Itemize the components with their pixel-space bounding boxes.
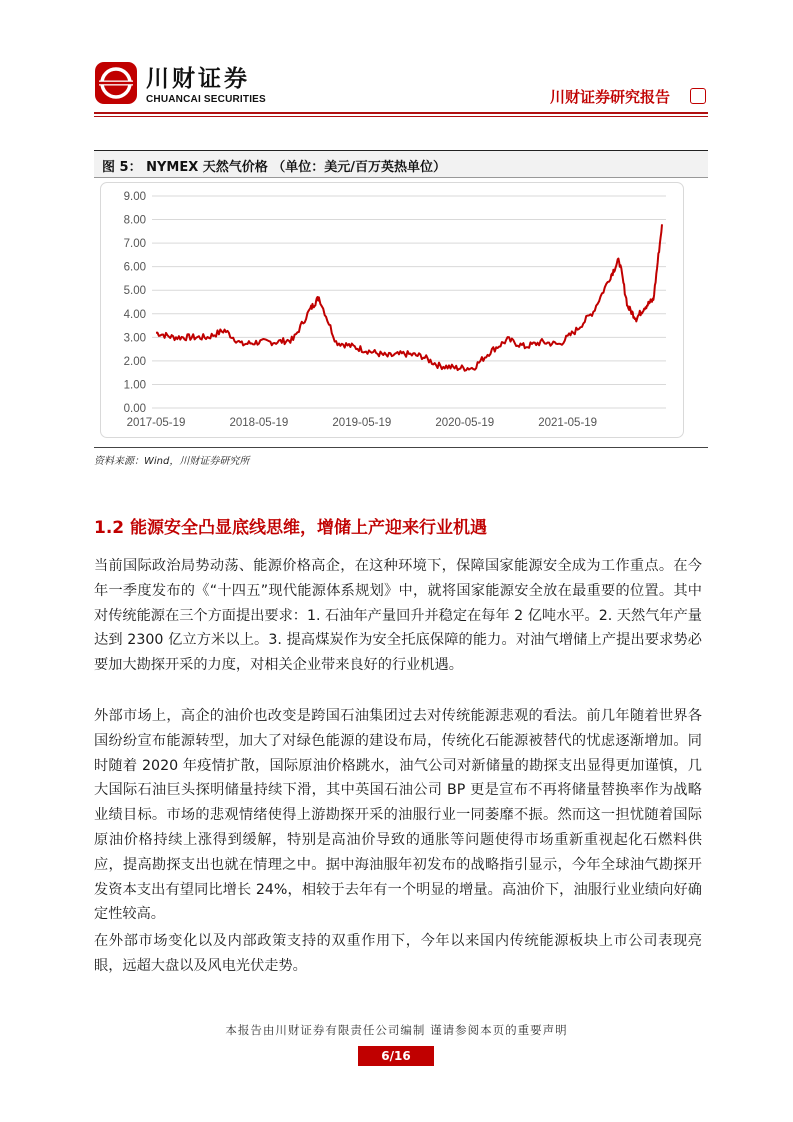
figure-caption-bar	[94, 150, 708, 178]
y-tick-label: 2.00	[123, 355, 146, 368]
x-tick-label: 2021-05-19	[538, 417, 598, 429]
x-tick-label: 2019-05-19	[332, 417, 392, 429]
company-name-cn: 川财证券	[146, 66, 250, 92]
x-tick-label: 2017-05-19	[126, 417, 186, 429]
header-divider	[94, 112, 708, 114]
page-header	[94, 58, 708, 112]
page-number: 6/16	[358, 1046, 434, 1066]
y-tick-label: 0.00	[123, 403, 146, 415]
y-tick-label: 7.00	[123, 238, 146, 251]
company-name-en: CHUANCAI SECURITIES	[146, 94, 266, 105]
y-tick-label: 8.00	[123, 214, 146, 227]
company-logo-icon	[94, 61, 138, 105]
series-line	[156, 224, 662, 370]
figure-title: 图 5： NYMEX 天然气价格 （单位：美元/百万英热单位）	[102, 160, 447, 175]
y-tick-label: 5.00	[123, 285, 146, 298]
header-divider-thin	[94, 116, 708, 117]
x-tick-label: 2018-05-19	[229, 417, 289, 429]
source-divider	[94, 447, 708, 448]
footer-disclaimer: 本报告由川财证券有限责任公司编制 谨请参阅本页的重要声明	[225, 1023, 568, 1037]
section-heading: 1.2 能源安全凸显底线思维，增储上产迎来行业机遇	[94, 518, 488, 538]
paragraph-1: 当前国际政治局势动荡、能源价格高企，在这种环境下，保障国家能源安全成为工作重点。在今年一季度发布的《“十四五”现代能源体系规划》中，就将国家能源安全放在最重要的位置。其中对传统能源在三个方面提出要求：1. 石油年产量回升并稳定在每年 2 亿吨水平。2. 天然气年产量达到 2300 亿立方米以上。3. 提高煤炭作为安全托底保障的能力。对油气增储上产提出要求势必要加大勘探开采的力度，对相关企业带来良好的行业机遇。	[94, 558, 702, 674]
y-tick-label: 6.00	[123, 261, 146, 274]
nymex-gas-price-chart	[100, 182, 684, 438]
y-tick-label: 1.00	[123, 379, 146, 392]
figure-source: 资料来源：Wind，川财证券研究所	[94, 456, 250, 467]
y-tick-label: 4.00	[123, 308, 146, 321]
paragraph-3: 在外部市场变化以及内部政策支持的双重作用下，今年以来国内传统能源板块上市公司表现亮眼，远超大盘以及风电光伏走势。	[94, 933, 702, 974]
report-logo-icon	[690, 88, 706, 104]
y-tick-label: 3.00	[123, 332, 146, 345]
report-label: 川财证券研究报告	[549, 88, 670, 106]
x-tick-label: 2020-05-19	[435, 417, 495, 429]
paragraph-2: 外部市场上，高企的油价也改变是跨国石油集团过去对传统能源悲观的看法。前几年随着世界各国纷纷宣布能源转型，加大了对绿色能源的建设布局，传统化石能源被替代的忧虑逐渐增加。同时随着 2020 年疫情扩散，国际原油价格跳水，油气公司对新储量的勘探支出显得更加谨慎，几大国际石油巨头探明储量持续下滑，其中英国石油公司 BP 更是宣布不再将储量替换率作为战略业绩目标。市场的悲观情绪使得上游勘探开采的油服行业一同萎靡不振。然而这一担忧随着国际原油价格持续上涨得到缓解，特别是高油价导致的通胀等问题使得市场重新重视起化石燃料供应，提高勘探支出也就在情理之中。据中海油服年初发布的战略指引显示，今年全球油气勘探开发资本支出有望同比增长 24%，相较于去年有一个明显的增量。高油价下，油服行业业绩向好确定性较高。	[94, 708, 702, 923]
y-tick-label: 9.00	[123, 191, 146, 203]
